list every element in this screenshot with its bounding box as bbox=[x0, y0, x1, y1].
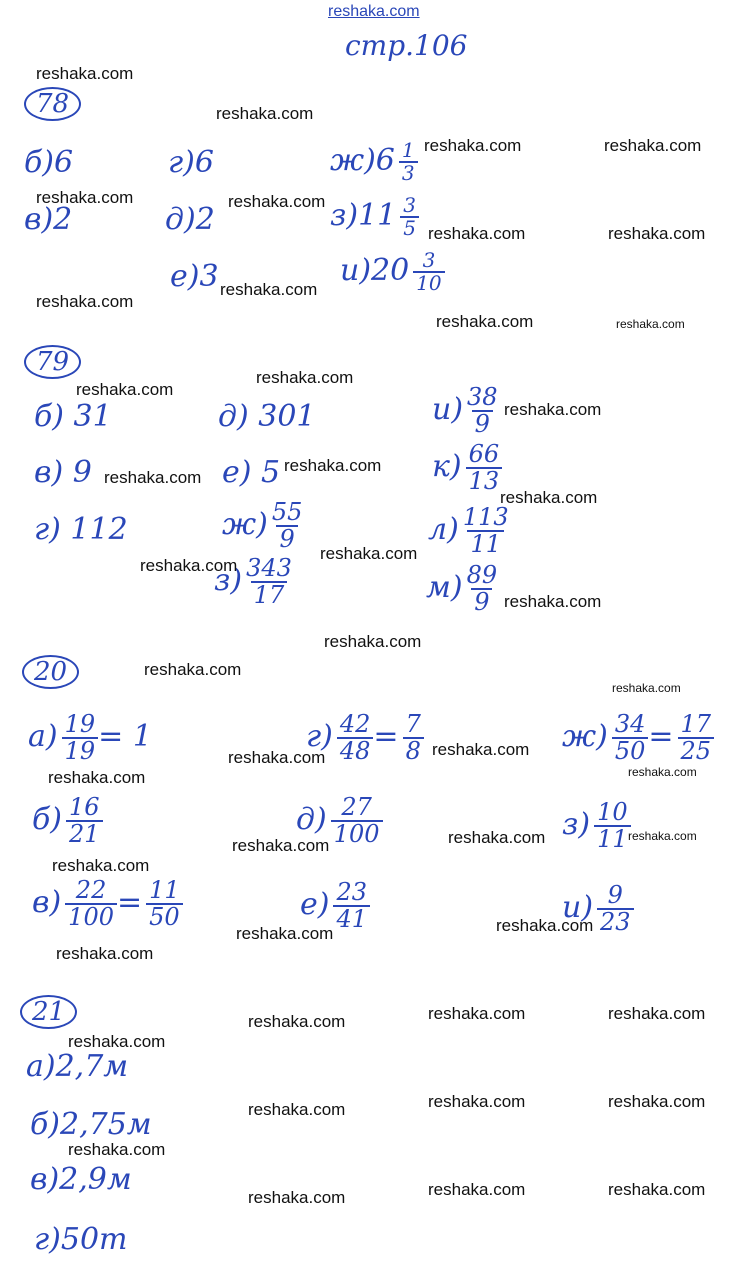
ex20-i-numerator: 9 bbox=[607, 881, 623, 909]
ex20-v-denominator-2: 50 bbox=[146, 903, 183, 930]
watermark: reshaka.com bbox=[140, 556, 238, 575]
watermark: reshaka.com bbox=[436, 312, 534, 331]
ex79-zh bbox=[222, 500, 302, 552]
watermark: reshaka.com bbox=[424, 136, 522, 155]
watermark: reshaka.com bbox=[428, 1004, 526, 1023]
ex78-z bbox=[330, 195, 419, 239]
ex20-a bbox=[28, 712, 152, 764]
ex79-k-denominator: 13 bbox=[466, 467, 503, 494]
ex20-a-fraction bbox=[62, 712, 99, 764]
ex78-z-fraction bbox=[400, 195, 419, 239]
ex20-v-equals: = bbox=[116, 885, 143, 921]
ex79-m-fraction bbox=[467, 563, 498, 615]
watermark: reshaka.com bbox=[448, 828, 546, 847]
ex79-e: е) 5 bbox=[222, 455, 281, 490]
exercise-79-number: 79 bbox=[24, 345, 81, 379]
ex79-z-fraction bbox=[246, 556, 292, 608]
ex78-zh-denominator: 3 bbox=[399, 161, 418, 184]
ex78-i-numerator: 3 bbox=[422, 248, 436, 272]
watermark: reshaka.com bbox=[504, 592, 602, 611]
ex79-zh-prefix: ж) bbox=[222, 507, 268, 543]
ex79-l-denominator: 11 bbox=[467, 530, 504, 557]
ex79-g: г) 112 bbox=[34, 512, 128, 547]
ex20-a-denominator: 19 bbox=[62, 737, 99, 764]
ex79-k bbox=[432, 442, 502, 494]
ex20-v-denominator: 100 bbox=[65, 903, 117, 930]
ex79-z-prefix: з) bbox=[214, 563, 243, 599]
ex79-d: д) 301 bbox=[218, 399, 316, 434]
watermark: reshaka.com bbox=[612, 681, 681, 695]
ex20-z-denominator: 11 bbox=[594, 825, 631, 852]
ex20-g-fraction bbox=[337, 712, 374, 764]
ex20-zh-equals: = bbox=[648, 719, 674, 755]
ex20-e-prefix: е) bbox=[300, 887, 330, 923]
watermark: reshaka.com bbox=[432, 740, 530, 759]
ex20-d-denominator: 100 bbox=[331, 820, 383, 847]
ex20-zh-prefix: ж) bbox=[562, 719, 608, 755]
watermark: reshaka.com bbox=[608, 1004, 706, 1023]
ex78-g: г)6 bbox=[168, 145, 214, 180]
ex79-l-prefix: л) bbox=[428, 512, 459, 548]
ex20-e-fraction bbox=[333, 880, 370, 932]
ex20-b-denominator: 21 bbox=[66, 820, 103, 847]
exercise-21-number: 21 bbox=[20, 995, 77, 1029]
ex20-g-fraction-2 bbox=[403, 712, 424, 764]
watermark: reshaka.com bbox=[52, 856, 150, 875]
ex20-v-prefix: в) bbox=[32, 885, 62, 921]
ex20-e-denominator: 41 bbox=[333, 905, 370, 932]
watermark: reshaka.com bbox=[36, 292, 134, 311]
ex78-i bbox=[340, 250, 445, 294]
watermark: reshaka.com bbox=[504, 400, 602, 419]
ex20-v-numerator: 22 bbox=[75, 876, 107, 904]
ex79-m-prefix: м) bbox=[426, 570, 463, 606]
ex20-v-fraction-2 bbox=[146, 878, 183, 930]
ex20-d-prefix: д) bbox=[296, 802, 327, 838]
ex79-i-prefix: и) bbox=[432, 392, 464, 428]
ex79-i bbox=[432, 385, 498, 437]
ex20-b bbox=[32, 795, 103, 847]
watermark: reshaka.com bbox=[236, 924, 334, 943]
ex20-a-prefix: а) bbox=[28, 719, 58, 755]
ex20-zh-numerator: 34 bbox=[614, 710, 646, 738]
ex79-z-numerator: 343 bbox=[246, 554, 292, 582]
ex79-zh-numerator: 55 bbox=[271, 498, 303, 526]
ex79-i-denominator: 9 bbox=[472, 410, 493, 437]
ex78-v: в)2 bbox=[24, 202, 73, 237]
ex21-a: а)2,7м bbox=[26, 1049, 129, 1084]
watermark: reshaka.com bbox=[36, 188, 134, 207]
ex20-g-numerator-2: 7 bbox=[405, 710, 421, 738]
watermark: reshaka.com bbox=[248, 1188, 346, 1207]
ex78-b: б)6 bbox=[24, 145, 74, 180]
watermark-top-link[interactable]: reshaka.com bbox=[328, 3, 420, 20]
ex78-e: е)3 bbox=[170, 259, 219, 294]
ex21-g: г)50т bbox=[34, 1222, 128, 1257]
ex20-g-denominator: 48 bbox=[337, 737, 374, 764]
watermark: reshaka.com bbox=[256, 368, 354, 387]
ex79-k-prefix: к) bbox=[432, 449, 462, 485]
ex79-i-fraction bbox=[467, 385, 498, 437]
watermark: reshaka.com bbox=[500, 488, 598, 507]
watermark: reshaka.com bbox=[428, 1092, 526, 1111]
ex78-i-prefix: и)20 bbox=[340, 253, 410, 288]
ex78-zh-fraction bbox=[399, 140, 418, 184]
exercise-20-number: 20 bbox=[22, 655, 79, 689]
ex79-m bbox=[426, 563, 497, 615]
watermark: reshaka.com bbox=[248, 1100, 346, 1119]
watermark: reshaka.com bbox=[604, 136, 702, 155]
ex78-zh-prefix: ж)6 bbox=[330, 143, 395, 178]
ex20-d-fraction bbox=[331, 795, 383, 847]
ex79-l bbox=[428, 505, 509, 557]
ex78-d: д)2 bbox=[165, 202, 215, 237]
ex20-z-numerator: 10 bbox=[597, 798, 628, 826]
ex20-zh bbox=[562, 712, 714, 764]
watermark: reshaka.com bbox=[68, 1032, 166, 1051]
watermark: reshaka.com bbox=[324, 632, 422, 651]
ex20-e-numerator: 23 bbox=[336, 878, 368, 906]
ex79-z-denominator: 17 bbox=[251, 581, 288, 608]
ex79-zh-denominator: 9 bbox=[276, 525, 297, 552]
ex20-v-fraction bbox=[65, 878, 117, 930]
ex20-zh-denominator: 50 bbox=[612, 737, 649, 764]
watermark: reshaka.com bbox=[320, 544, 418, 563]
watermark: reshaka.com bbox=[284, 456, 382, 475]
watermark: reshaka.com bbox=[428, 1180, 526, 1199]
ex20-zh-numerator-2: 17 bbox=[680, 710, 712, 738]
ex79-l-numerator: 113 bbox=[462, 503, 509, 531]
watermark: reshaka.com bbox=[496, 916, 594, 935]
ex20-i-fraction bbox=[597, 883, 634, 935]
watermark: reshaka.com bbox=[144, 660, 242, 679]
ex79-m-numerator: 89 bbox=[466, 561, 498, 589]
page-label: стр.106 bbox=[345, 29, 468, 62]
watermark: reshaka.com bbox=[428, 224, 526, 243]
ex20-z-prefix: з) bbox=[562, 807, 591, 843]
ex79-k-numerator: 66 bbox=[468, 440, 500, 468]
watermark: reshaka.com bbox=[220, 280, 318, 299]
ex20-b-prefix: б) bbox=[32, 802, 63, 838]
ex20-a-numerator: 19 bbox=[64, 710, 96, 738]
ex20-v-numerator-2: 11 bbox=[149, 876, 180, 904]
ex79-l-fraction bbox=[463, 505, 509, 557]
watermark: reshaka.com bbox=[608, 224, 706, 243]
watermark: reshaka.com bbox=[68, 1140, 166, 1159]
ex20-b-fraction bbox=[66, 795, 103, 847]
ex21-v: в)2,9м bbox=[30, 1162, 132, 1197]
ex79-k-fraction bbox=[466, 442, 503, 494]
watermark: reshaka.com bbox=[228, 192, 326, 211]
ex20-zh-fraction bbox=[612, 712, 649, 764]
ex78-z-denominator: 5 bbox=[400, 216, 419, 239]
ex20-i-prefix: и) bbox=[562, 890, 594, 926]
watermark: reshaka.com bbox=[248, 1012, 346, 1031]
ex78-z-numerator: 3 bbox=[403, 193, 416, 217]
ex20-g-numerator: 42 bbox=[339, 710, 371, 738]
ex20-g-prefix: г) bbox=[306, 719, 333, 755]
ex78-zh bbox=[330, 140, 418, 184]
ex78-z-prefix: з)11 bbox=[330, 198, 397, 233]
watermark: reshaka.com bbox=[608, 1092, 706, 1111]
watermark: reshaka.com bbox=[628, 829, 697, 843]
ex20-a-result: = 1 bbox=[98, 719, 152, 755]
watermark: reshaka.com bbox=[608, 1180, 706, 1199]
ex78-zh-numerator: 1 bbox=[401, 138, 415, 162]
ex20-z bbox=[562, 800, 631, 852]
ex79-b: б) 31 bbox=[34, 399, 112, 434]
ex79-m-denominator: 9 bbox=[471, 588, 492, 615]
ex20-i-denominator: 23 bbox=[597, 908, 634, 935]
ex20-zh-fraction-2 bbox=[678, 712, 715, 764]
ex21-b: б)2,75м bbox=[30, 1107, 152, 1142]
watermark: reshaka.com bbox=[48, 768, 146, 787]
watermark: reshaka.com bbox=[216, 104, 314, 123]
watermark: reshaka.com bbox=[56, 944, 154, 963]
watermark: reshaka.com bbox=[36, 64, 134, 83]
ex79-i-numerator: 38 bbox=[467, 383, 498, 411]
ex78-i-fraction bbox=[413, 250, 444, 294]
ex20-b-numerator: 16 bbox=[69, 793, 100, 821]
watermark: reshaka.com bbox=[616, 317, 685, 331]
ex20-v bbox=[32, 878, 183, 930]
ex20-zh-denominator-2: 25 bbox=[678, 737, 715, 764]
ex79-v: в) 9 bbox=[34, 455, 92, 490]
watermark: reshaka.com bbox=[628, 765, 697, 779]
ex20-g-equals: = bbox=[373, 719, 399, 755]
ex20-g-denominator-2: 8 bbox=[403, 737, 424, 764]
watermark: reshaka.com bbox=[76, 380, 174, 399]
exercise-78-number: 78 bbox=[24, 87, 81, 121]
ex79-zh-fraction bbox=[272, 500, 303, 552]
watermark: reshaka.com bbox=[232, 836, 330, 855]
watermark: reshaka.com bbox=[228, 748, 326, 767]
ex20-d-numerator: 27 bbox=[341, 793, 372, 821]
ex20-z-fraction bbox=[594, 800, 631, 852]
ex78-i-denominator: 10 bbox=[413, 271, 444, 294]
watermark: reshaka.com bbox=[104, 468, 202, 487]
